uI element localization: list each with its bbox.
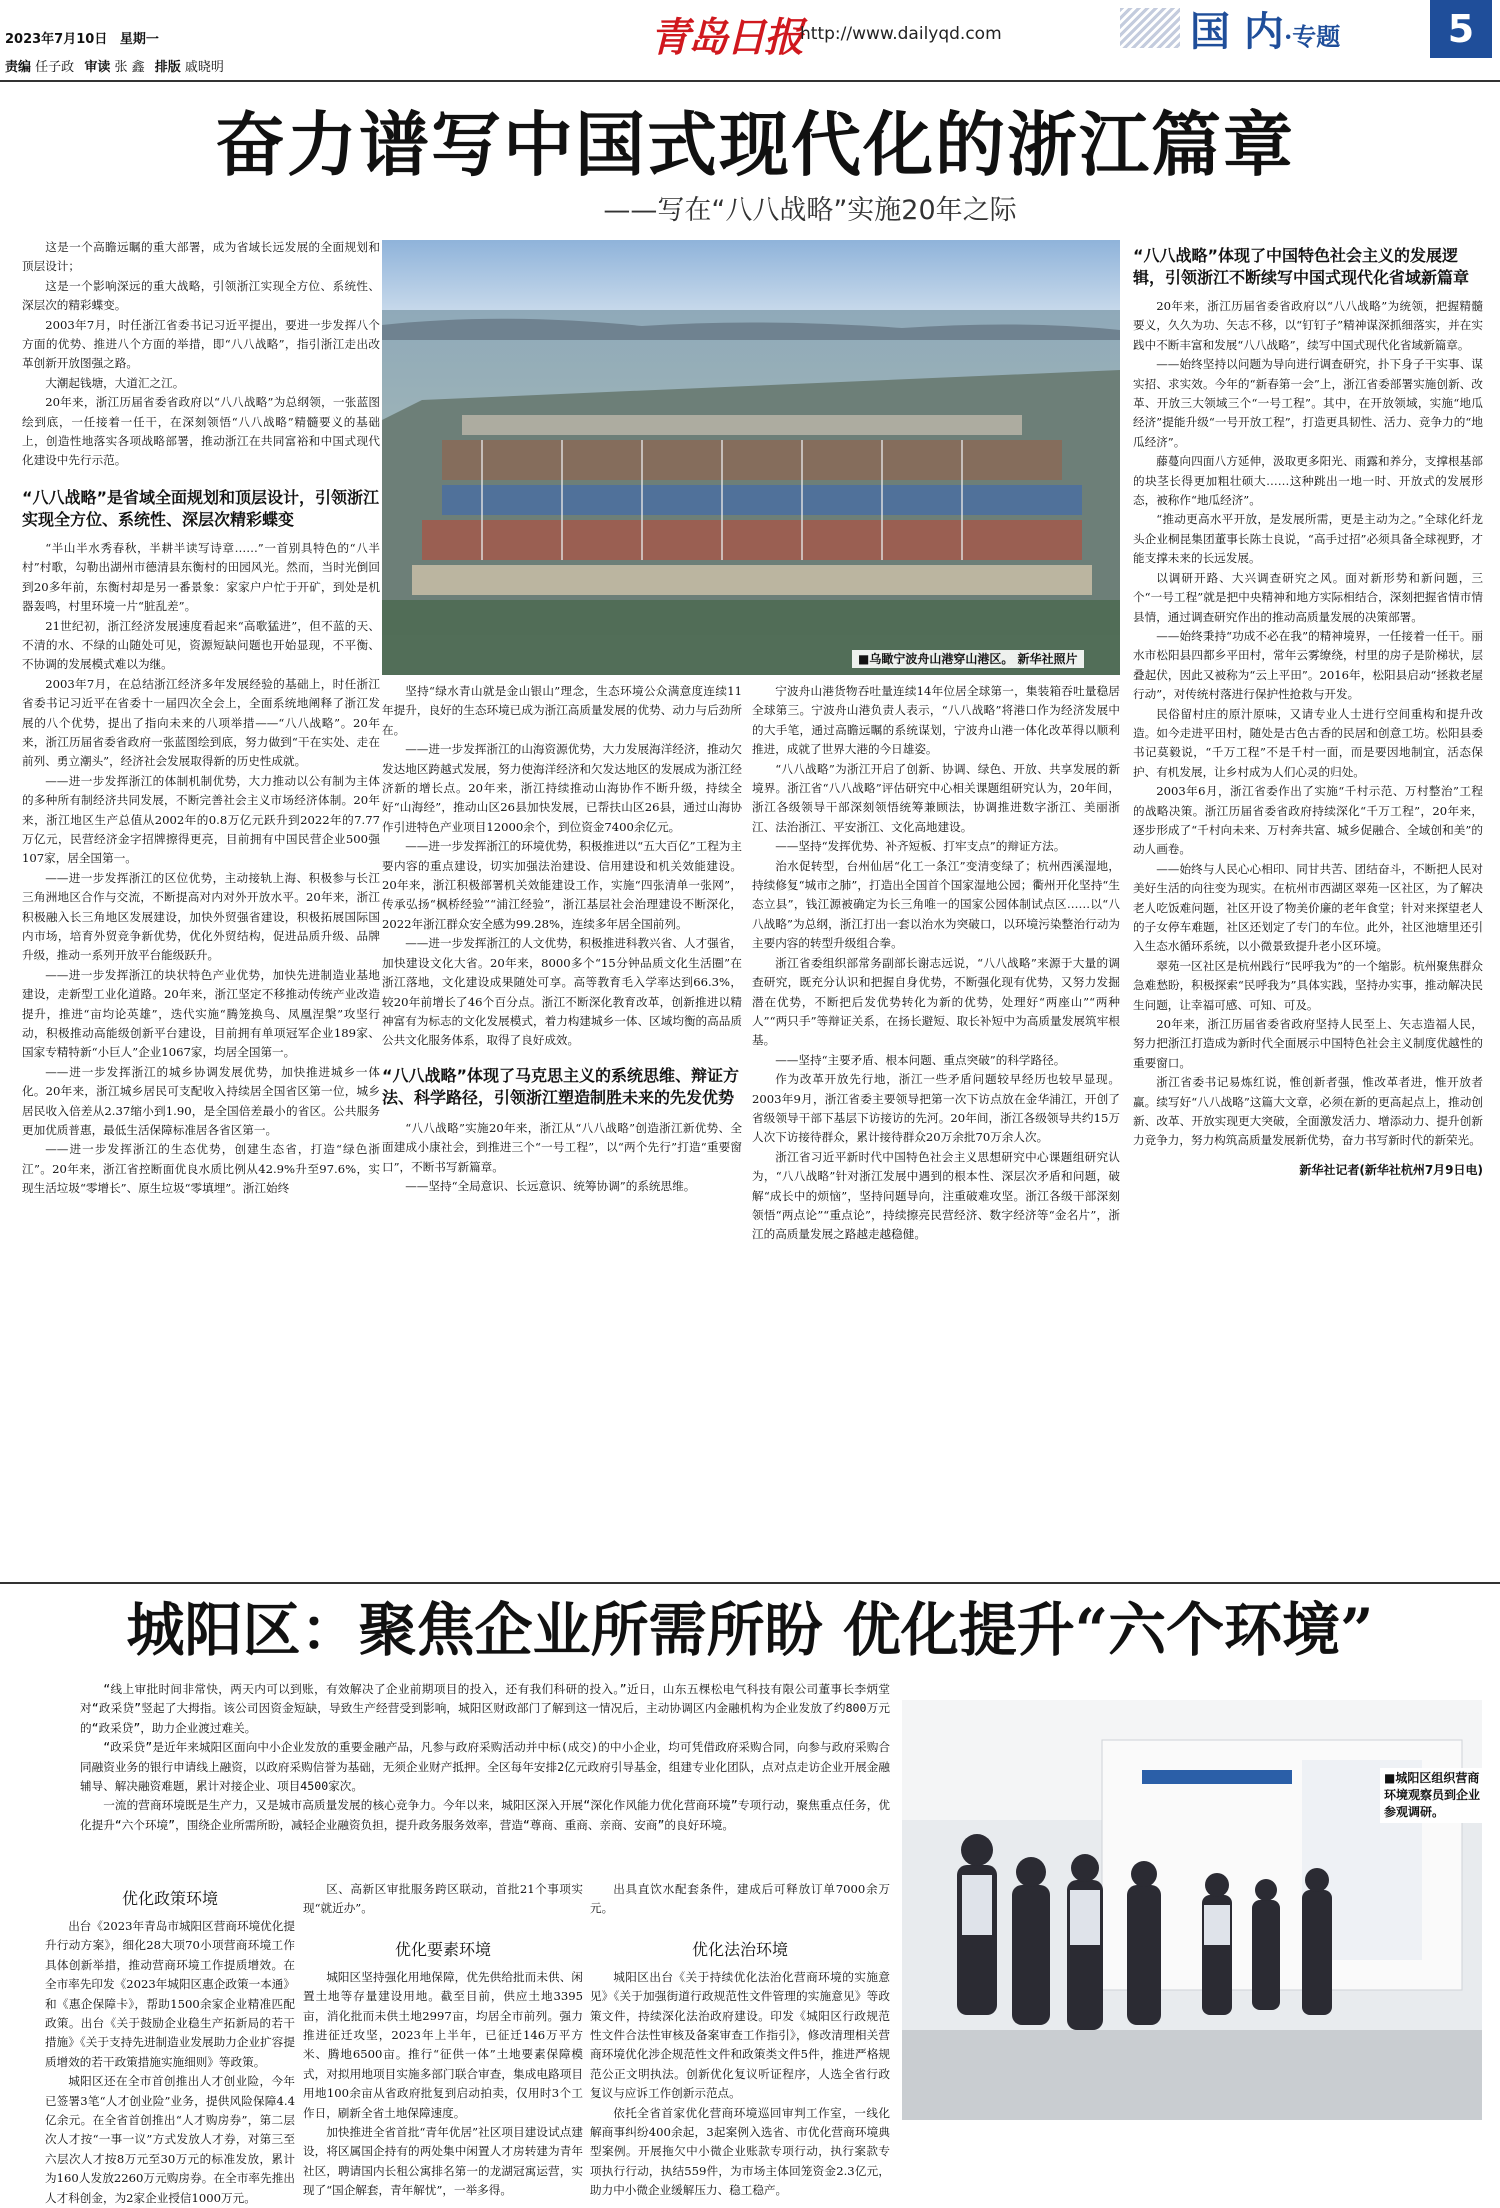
paragraph: ——坚持“发挥优势、补齐短板、打牢支点”的辩证方法。 xyxy=(775,839,1066,854)
paragraph: 大潮起钱塘，大道汇之江。 xyxy=(45,375,185,390)
header-date: 2023年7月10日 xyxy=(5,32,108,47)
section-name: 国 内 xyxy=(1190,8,1284,55)
section-heading-law: 优化法治环境 xyxy=(691,1939,788,1959)
paragraph: 浙江省习近平新时代中国特色社会主义思想研究中心课题组研究认为，“八八战略”针对浙江发展中遇到的根本性、深层次矛盾和问题，破解“成长中的烦恼”，坚持问题导向，注重破难攻坚。浙江各级干部深刻领悟“两点论”“重点论”，持续擦亮民营经济、数字经济等“金名片”，浙江的高质量发展之路越走越稳健。 xyxy=(752,1149,1120,1242)
paragraph: ——进一步发挥浙江的生态优势，创建生态省，打造“绿色浙江”。20年来，浙江省控断面优良水质比例从42.9%升至97.6%，实现生活垃圾“零增长”、原生垃圾“零填埋”。浙江始终 xyxy=(22,1142,380,1196)
article1-heading-1: “八八战略”是省域全面规划和顶层设计，引领浙江实现全方位、系统性、深层次精彩蝶变 xyxy=(22,487,380,529)
article1-heading-2: “八八战略”体现了马克思主义的系统思维、辩证方法、科学路径，引领浙江塑造制胜未来的先发优势 xyxy=(382,1065,740,1107)
reviewer-name: 张 鑫 xyxy=(114,60,145,75)
header-date-line xyxy=(5,28,159,47)
layout-name: 戚晓明 xyxy=(184,60,224,75)
paragraph: ——始终与人民心心相印、同甘共苦、团结奋斗，不断把人民对美好生活的向往变为现实。在杭州市西湖区翠苑一区社区，为了解决老人吃饭难问题，社区开设了物美价廉的老年食堂；针对来探望老人的子女停车难题，社区还划定了专门的车位。此外，社区池塘里还引入生态水循环系统，以小微景致提升老小区环境。 xyxy=(1133,861,1483,954)
paragraph: 浙江省委书记易炼红说，惟创新者强，惟改革者进，惟开放者赢。续写好“八八战略”这篇大文章，必须在新的更高起点上，推动创新、改革、开放实现更大突破，全面激发活力、增添动力、提升创新力竞争力，努力构筑高质量发展新优势，奋力书写新时代的新荣光。 xyxy=(1133,1075,1483,1148)
paragraph: ——进一步发挥浙江的块状特色产业优势，加快先进制造业基地建设，走新型工业化道路。20年来，浙江坚定不移推动传统产业改造提升，推进“亩均论英雄”，迭代实施“腾笼换鸟、凤凰涅槃”攻坚行动，积极推动高能级创新平台建设，目前拥有单项冠军企业189家、国家专精特新“小巨人”企业1067家，均居全国第一。 xyxy=(22,967,380,1060)
paragraph: “半山半水秀春秋，半耕半读写诗章……”一首别具特色的“八半村”村歌，勾勒出湖州市德清县东衡村的田园风光。然而，当时光倒回到20多年前，东衡村却是另一番景象：家家户户忙于开矿，到处是机器轰鸣，村里环境一片“脏乱差”。 xyxy=(22,540,380,614)
paragraph: 浙江省委组织部常务副部长谢志远说，“八八战略”来源于大量的调查研究，既充分认识和把握自身优势，不断强化现有优势，又努力发掘潜在优势，不断把后发优势转化为新的优势，处理好“两座山”“两种人”“两只手”等辩证关系，在扬长避短、取长补短中为高质量发展筑牢根基。 xyxy=(752,955,1120,1048)
article2-caption-1: ■城阳区组织营商环境观察员到企业参观调研。 xyxy=(1380,1768,1488,1823)
paragraph: “八八战略”实施20年来，浙江从“八八战略”创造浙江新优势、全面建成小康社会，到推进三个“一号工程”，以“两个先行”打造“重要窗口”，不断书写新篇章。 xyxy=(382,1120,742,1174)
paragraph: 翠苑一区社区是杭州践行“民呼我为”的一个缩影。杭州聚焦群众急难愁盼，积极探索“民呼我为”具体实践，坚持办实事，推动解决民生问题，让幸福可感、可知、可及。 xyxy=(1133,958,1483,1012)
section-heading-policy: 优化政策环境 xyxy=(121,1889,218,1908)
header-weekday: 星期一 xyxy=(119,32,159,47)
paragraph: 藤蔓向四面八方延伸，汲取更多阳光、雨露和养分，支撑根基部的块茎长得更加粗壮硕大……这种跳出一地一时、开放式的发展形态，被称作“地瓜经济”。 xyxy=(1133,454,1483,508)
lead-paragraph: “政采贷”是近年来城阳区面向中小企业发放的重要金融产品，凡参与政府采购活动并中标(成交)的中小企业，均可凭借政府采购合同，向参与政府采购合同融资业务的银行申请线上融资，以政府采购信誉为基础，无须企业财产抵押。全区每年安排2亿元政府引导基金，组建专业化团队，点对点走访企业开展金融辅导、解决融资难题，累计对接企业、项目4500家次。 xyxy=(80,1740,890,1794)
paragraph: 依托全省首家优化营商环境巡回审判工作室，一线化解商事纠纷400余起，3起案例入选省、市优化营商环境典型案例。开展拖欠中小微企业账款专项行动，执行案款专项执行行动，执结559件，为市场主体回笼资金2.3亿元，助力中小微企业缓解压力、稳工稳产。 xyxy=(590,2105,890,2198)
article1-byline: 新华社记者(新华社杭州7月9日电) xyxy=(1299,1162,1483,1177)
paragraph: 加快推进全省首批“青年优居”社区项目建设试点建设，将区属国企持有的两处集中闲置人才房转建为青年社区，聘请国内长租公寓排名第一的龙湖冠寓运营，实现了“国企解套，青年解忧”，一举多得。 xyxy=(303,2125,583,2198)
article2-lead xyxy=(80,1680,890,1835)
port-aerial-photo xyxy=(382,240,1120,675)
article1-column-2 xyxy=(382,682,742,1572)
article2-photo-1 xyxy=(902,1700,1482,2120)
section-sub: ·专题 xyxy=(1283,22,1341,51)
article1-heading-3: “八八战略”体现了中国特色社会主义的发展逻辑，引领浙江不断续写中国式现代化省域新篇章 xyxy=(1133,246,1470,287)
paragraph: ——进一步发挥浙江的城乡协调发展优势，加快推进城乡一体化。20年来，浙江城乡居民可支配收入持续居全国省区第一位，城乡居民收入倍差从2.37缩小到1.90，是全国倍差最小的省区。公共服务更加优质普惠，最低生活保障标准居各省区第一。 xyxy=(22,1064,380,1138)
observers-visit-photo xyxy=(902,1700,1482,2120)
editor-name: 任子政 xyxy=(35,60,75,75)
paragraph: “八八战略”为浙江开启了创新、协调、绿色、开放、共享发展的新境界。浙江省“八八战略”评估研究中心相关课题组研究认为，20年间，浙江各级领导干部深刻领悟统筹兼顾法，协调推进数字浙江、美丽浙江、法治浙江、平安浙江、文化高地建设。 xyxy=(752,761,1120,834)
paragraph: 出台《2023年青岛市城阳区营商环境优化提升行动方案》，细化28大项70小项营商环境工作具体创新举措，推动营商环境工作提质增效。在全市率先印发《2023年城阳区惠企政策一本通》和《惠企保障卡》，帮助1500余家企业精准匹配政策。出台《关于鼓励企业稳生产拓新局的若干措施》《关于支持先进制造业发展助力企业扩容提质增效的若干政策措施实施细则》等政策。 xyxy=(45,1919,295,2069)
paragraph: 20年来，浙江历届省委省政府以“八八战略”为统领，把握精髓要义，久久为功、矢志不移，以“钉钉子”精神谋深抓细落实，并在实践中不断丰富和发展“八八战略”，续写中国式现代化省域新篇章。 xyxy=(1133,299,1483,352)
article1-photo-caption: ■乌瞰宁波舟山港穿山港区。 新华社照片 xyxy=(852,650,1084,668)
article2-title: 城阳区：聚焦企业所需所盼 优化提升“六个环境” xyxy=(126,1596,1374,1664)
article1-photo xyxy=(382,240,1120,675)
page-number-box xyxy=(1430,0,1492,58)
paragraph: 出具直饮水配套条件，建成后可释放订单7000余万元。 xyxy=(590,1882,890,1916)
paragraph: ——进一步发挥浙江的环境优势，积极推进以“五大百亿”工程为主要内容的重点建设，切实加强法治建设、信用建设和机关效能建设。20年来，浙江积极部署机关效能建设工作，实施“四张清单一张网”，传承弘扬“枫桥经验”“浦江经验”，浙江基层社会治理建设不断深化，2022年浙江群众安全感为99.28%，连续多年居全国前列。 xyxy=(382,839,742,931)
page-header xyxy=(0,0,1500,92)
article1-subtitle: ——写在“八八战略”实施20年之际 xyxy=(603,195,1017,226)
paragraph: 坚持“绿水青山就是金山银山”理念，生态环境公众满意度连续11年提升，良好的生态环境已成为浙江高质量发展的优势、动力与后劲所在。 xyxy=(382,684,742,737)
paragraph: 城阳区还在全市首创推出人才创业险，今年已签署3笔“人才创业险”业务，提供风险保障4.4亿余元。在全省首创推出“人才购房券”，第二层次人才按“一事一议”方式发放人才券，对第三至六层次人才按8万元至30万元的标准发放，累计为160人发放2260万元购房券。在全市率先推出人才科创金，为2家企业授信1000万元。 xyxy=(45,2074,295,2205)
paragraph: 20年来，浙江历届省委省政府以“八八战略”为总纲领，一张蓝图绘到底，一任接着一任干，在深刻领悟“八八战略”精髓要义的基础上，创造性地落实各项战略部署，推动浙江在共同富裕和中国式现代化建设中先行示范。 xyxy=(22,395,380,468)
layout-label: 排版 xyxy=(154,60,181,75)
paragraph: 区、高新区审批服务跨区联动，首批21个事项实现“就近办”。 xyxy=(303,1882,583,1916)
masthead-url[interactable]: http://www.dailyqd.com xyxy=(800,24,1002,44)
header-rule xyxy=(0,80,1500,82)
page-number: 5 xyxy=(1447,7,1475,51)
paragraph: 治水促转型，台州仙居“化工一条江”变清变绿了；杭州西溪湿地，持续修复“城市之肺”，打造出全国首个国家湿地公园；衢州开化坚持“生态立县”，钱江源被确定为长三角唯一的国家公园体制试点区……以“八八战略”为总纲，浙江打出一套以治水为突破口，以环境污染整治行动为主要内容的转型升级组合拳。 xyxy=(752,858,1120,951)
paragraph: 城阳区坚持强化用地保障，优先供给批而未供、闲置土地等存量建设用地。截至目前，供应土地3395亩，消化批而未供土地2997亩，均居全市前列。强力推进征迁攻坚，2023年上半年，已征迁146万平方米、腾地6500亩。推行“征供一体”土地要素保障模式，对拟用地项目实施多部门联合审查，集成电路项目用地100余亩从省政府批复到启动拍卖，仅用时3个工作日，刷新全省土地保障速度。 xyxy=(303,1969,583,2120)
masthead-logo: 青岛日报 xyxy=(650,14,802,61)
lead-paragraph: “线上审批时间非常快，两天内可以到账，有效解决了企业前期项目的投入，还有我们科研的投入。”近日，山东五棵松电气科技有限公司董事长李炳堂对“政采贷”竖起了大拇指。该公司因资金短缺，导致生产经营受到影响，城阳区财政部门了解到这一情况后，主动协调区内金融机构为企业发放了约800万元的“政采贷”，助力企业渡过难关。 xyxy=(80,1682,890,1735)
paragraph: ——坚持“全局意识、长远意识、统筹协调”的系统思维。 xyxy=(405,1178,696,1193)
paragraph: 2003年7月，时任浙江省委书记习近平提出，要进一步发挥八个方面的优势、推进八个方面的举措，即“八八战略”，指引浙江走出改革创新开放图强之路。 xyxy=(22,317,380,371)
article1-title: 奋力谱写中国式现代化的浙江篇章 xyxy=(215,103,1295,186)
reviewer-label: 审读 xyxy=(84,60,111,75)
paragraph: 2003年7月，在总结浙江经济多年发展经验的基础上，时任浙江省委书记习近平在省委十一届四次全会上，全面系统地阐释了浙江发展的八个优势，提出了指向未来的八项举措——“八八战略”。20年来，浙江历届省委省政府一张蓝图绘到底，努力做到“干在实处、走在前列、勇立潮头”，经济社会发展取得新的历史性成就。 xyxy=(22,676,380,769)
article2-column-3 xyxy=(590,1880,890,2198)
paragraph: 2003年6月，浙江省委作出了实施“千村示范、万村整治”工程的战略决策。浙江历届省委省政府持续深化“千万工程”，20年来，逐步形成了“千村向未来、万村奔共富、城乡促融合、全域创和美”的动人画卷。 xyxy=(1133,784,1483,857)
header-staff-line xyxy=(5,56,224,75)
article2-column-2 xyxy=(303,1880,583,2198)
article-separator xyxy=(0,1582,1500,1584)
paragraph: 城阳区出台《关于持续优化法治化营商环境的实施意见》《关于加强街道行政规范性文件管理的实施意见》等政策文件，持续深化法治政府建设。印发《城阳区行政规范性文件合法性审核及备案审查工作指引》，修改清理相关营商环境优化涉企规范性文件和政策类文件5件，推进严格规范公正文明执法。创新优化复议听证程序，人选全省行政复议与应诉工作创新示范点。 xyxy=(590,1969,890,2101)
article1-column-4 xyxy=(1133,245,1483,1545)
paragraph: 20年来，浙江历届省委省政府坚持人民至上、矢志造福人民，努力把浙江打造成为新时代全面展示中国特色社会主义制度优越性的重要窗口。 xyxy=(1133,1017,1483,1070)
paragraph: 民俗留村庄的原汁原味，又请专业人士进行空间重构和提升改造。如今走进平田村，随处是古色古香的民居和创意工坊。松阳县委书记莫毅说，“千万工程”不是千村一面，而是要因地制宜，活态保护、有机发展，让乡村成为人们心灵的归处。 xyxy=(1133,706,1483,779)
paragraph: 这是一个影响深远的重大战略，引领浙江实现全方位、系统性、深层次的精彩蝶变。 xyxy=(22,278,380,313)
header-ornament xyxy=(1120,8,1180,48)
paragraph: 这是一个高瞻远瞩的重大部署，成为省域长远发展的全面规划和顶层设计； xyxy=(22,240,380,274)
paragraph: ——坚持“主要矛盾、根本问题、重点突破”的科学路径。 xyxy=(775,1052,1066,1067)
paragraph: 21世纪初，浙江经济发展速度看起来“高歌猛进”，但不蓝的天、不清的水、不绿的山随处可见，资源短缺问题也开始显现，不平衡、不协调的发展模式难以为继。 xyxy=(22,618,380,672)
paragraph: ——始终坚持以问题为导向进行调查研究，扑下身子干实事、谋实招、求实效。今年的“新春第一会”上，浙江省委部署实施创新、改革、开放三大领域三个“一号工程”。其中，在开放领域，实施“地瓜经济”提能升级“一号开放工程”，打造更具韧性、活力、竞争力的“地瓜经济”。 xyxy=(1133,357,1483,449)
paragraph: 宁波舟山港货物吞吐量连续14年位居全球第一，集装箱吞吐量稳居全球第三。宁波舟山港负责人表示，“八八战略”将港口作为经济发展中的大手笔，通过高瞻远瞩的系统谋划，宁波舟山港一体化改革得以顺利推进，成就了世界大港的今日雄姿。 xyxy=(752,684,1120,757)
paragraph: ——始终秉持“功成不必在我”的精神境界，一任接着一任干。丽水市松阳县四都乡平田村，常年云雾缭绕，村里的房子是阶梯状，层叠起伏，因此又被称为“云上平田”。2016年，松阳县启动“拯救老屋行动”，对传统村落进行保护性抢救与开发。 xyxy=(1133,628,1483,702)
paragraph: 作为改革开放先行地，浙江一些矛盾问题较早经历也较早显现。2003年9月，浙江省委主要领导把第一次下访点放在金华浦江，开创了省级领导干部下基层下访接访的先河。20年间，浙江各级领导共约15万人次下访接待群众，累计接待群众20万余批70万余人次。 xyxy=(752,1072,1120,1145)
paragraph: ——进一步发挥浙江的人文优势，积极推进科教兴省、人才强省，加快建设文化大省。20年来，8000多个“15分钟品质文化生活圈”在浙江落地，文化建设成果随处可享。高等教育毛入学率达到66.3%，较20年前增长了46个百分点。浙江不断深化教育改革，创新推进以精神富有为标志的文化发展模式，着力构建城乡一体、区域均衡的高品质公共文化服务体系，取得了良好成效。 xyxy=(382,936,742,1048)
section-title xyxy=(1190,0,1340,57)
paragraph: 以调研开路、大兴调查研究之风。面对新形势和新问题，三个“一号工程”就是把中央精神和地方实际相结合，深刻把握省情市情县情，通过调查研究作出的推动高质量发展的决策部署。 xyxy=(1133,570,1483,624)
article2-column-1 xyxy=(45,1880,295,2205)
editor-label: 责编 xyxy=(5,60,32,75)
paragraph: ——进一步发挥浙江的体制机制优势，大力推动以公有制为主体的多种所有制经济共同发展，不断完善社会主义市场经济体制。20年来，浙江地区生产总值从2002年的0.8万亿元跃升到2022年的7.77万亿元，民营经济金字招牌擦得更亮，目前拥有中国民营企业500强107家，居全国第一。 xyxy=(22,773,380,866)
paragraph: ——进一步发挥浙江的区位优势，主动接轨上海、积极参与长江三角洲地区合作与交流，不断提高对内对外开放水平。20年来，浙江积极融入长三角地区发展建设，加快外贸强省建设，积极拓展国际国内市场，培育外贸竞争新优势，优化外贸结构，促进品质升级、品牌升级，推动一系列开放平台能级跃升。 xyxy=(22,870,380,963)
paragraph: ——进一步发挥浙江的山海资源优势，大力发展海洋经济，推动欠发达地区跨越式发展，努力使海洋经济和欠发达地区的发展成为浙江经济新的增长点。20年来，浙江持续推动山海协作不断升级，持续全好“山海经”，推动山区26县加快发展，已帮扶山区26县，通过山海协作引进特色产业项目12000余个，到位资金7400余亿元。 xyxy=(382,742,742,834)
article1-column-3 xyxy=(752,682,1120,1572)
article1-column-1 xyxy=(22,238,380,1568)
paragraph: “推动更高水平开放，是发展所需，更是主动为之。”全球化纤龙头企业桐昆集团董事长陈士良说，“高手过招”必须具备全球视野，才能支撑未来的长远发展。 xyxy=(1133,512,1483,566)
lead-paragraph: 一流的营商环境既是生产力，又是城市高质量发展的核心竞争力。今年以来，城阳区深入开展“深化作风能力优化营商环境”专项行动，聚焦重点任务，优化提升“六个环境”，围绕企业所需所盼，减轻企业融资负担，提升政务服务效率，营造“尊商、重商、亲商、安商”的良好环境。 xyxy=(80,1798,890,1832)
section-heading-factor: 优化要素环境 xyxy=(394,1939,491,1959)
